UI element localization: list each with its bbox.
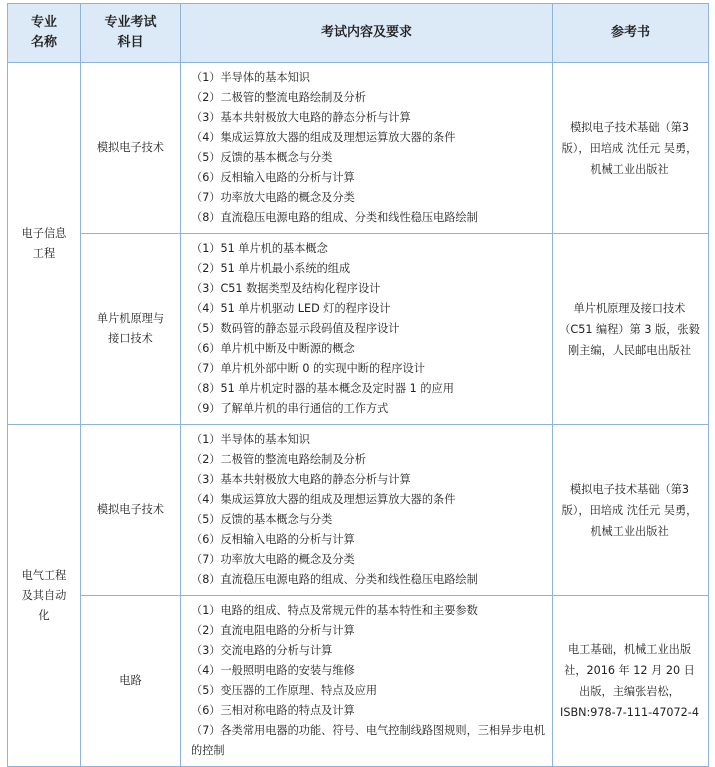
reference-book: 模拟电子技术基础（第3版），田培成 沈任元 吴勇，机械工业出版社 — [553, 63, 709, 234]
content-item: （3）C51 数据类型及结构化程序设计 — [191, 282, 381, 295]
content-item: （4）集成运算放大器的组成及理想运算放大器的条件 — [191, 131, 456, 144]
content-item: （2）直流电阻电路的分析与计算 — [191, 624, 355, 637]
header-major-text: 专业 名称 — [30, 15, 57, 50]
subject-name: 电路 — [119, 674, 142, 687]
subject-name: 模拟电子技术 — [96, 141, 165, 154]
content-item: （3）交流电路的分析与计算 — [191, 644, 333, 657]
content-item: （5）反馈的基本概念与分类 — [191, 513, 333, 526]
content-item: （1）半导体的基本知识 — [191, 71, 310, 84]
major-name: 电子信息 工程 — [21, 226, 67, 260]
content-item: （7）单片机外部中断 0 的实现中断的程序设计 — [191, 362, 425, 375]
major-cell — [8, 63, 81, 425]
table-row — [8, 63, 709, 234]
content-item: （6）反相输入电路的分析与计算 — [191, 171, 355, 184]
subject-name: 单片机原理与 接口技术 — [96, 312, 165, 345]
content-item: （5）反馈的基本概念与分类 — [191, 151, 333, 164]
content-item: （8）51 单片机定时器的基本概念及定时器 1 的应用 — [191, 382, 454, 395]
content-item: （1）半导体的基本知识 — [191, 433, 310, 446]
content-item: （1）电路的组成、特点及常规元件的基本特性和主要参数 — [191, 604, 478, 617]
content-item: （4）一般照明电路的安装与维修 — [191, 664, 355, 677]
content-item: （6）反相输入电路的分析与计算 — [191, 533, 355, 546]
table-row — [8, 596, 709, 767]
content-item: （2）二极管的整流电路绘制及分析 — [191, 91, 366, 104]
content-item: （3）基本共射极放大电路的静态分析与计算 — [191, 111, 411, 124]
exam-requirements-table — [7, 3, 709, 767]
header-subject — [81, 4, 181, 63]
header-row — [8, 4, 709, 63]
content-item: （8）直流稳压电源电路的组成、分类和线性稳压电路绘制 — [191, 573, 478, 586]
content-item: （7）功率放大电路的概念及分类 — [191, 191, 355, 204]
header-major — [8, 4, 81, 63]
major-name: 电气工程 及其自动 化 — [21, 568, 67, 622]
content-cell — [181, 234, 553, 425]
content-item: （5）变压器的工作原理、特点及应用 — [191, 684, 378, 697]
content-item: （7）功率放大电路的概念及分类 — [191, 553, 355, 566]
content-item: （4）51 单片机驱动 LED 灯的程序设计 — [191, 302, 391, 315]
content-item: （9）了解单片机的串行通信的工作方式 — [191, 402, 389, 415]
reference-book: 模拟电子技术基础（第3版），田培成 沈任元 吴勇，机械工业出版社 — [553, 425, 709, 596]
major-cell — [8, 425, 81, 767]
table-row — [8, 234, 709, 425]
content-item: （6）单片机中断及中断源的概念 — [191, 342, 355, 355]
content-cell — [181, 63, 553, 234]
content-item: （7）各类常用电器的功能、符号、电气控制线路图规则，三相异步电机的控制 — [191, 724, 545, 757]
reference-book: 电工基础，机械工业出版社，2016 年 12 月 20 日出版，主编张岩松，ISBN:978-7-111-47072-4 — [553, 596, 709, 767]
subject-cell — [81, 596, 181, 767]
content-item: （1）51 单片机的基本概念 — [191, 242, 328, 255]
content-item: （6）三相对称电路的特点及计算 — [191, 704, 355, 717]
subject-cell — [81, 425, 181, 596]
content-cell — [181, 425, 553, 596]
header-content: 考试内容及要求 — [181, 4, 553, 63]
content-item: （4）集成运算放大器的组成及理想运算放大器的条件 — [191, 493, 456, 506]
header-book: 参考书 — [553, 4, 709, 63]
reference-book: 单片机原理及接口技术（C51 编程）第 3 版，张毅刚主编，人民邮电出版社 — [553, 234, 709, 425]
content-item: （2）51 单片机最小系统的组成 — [191, 262, 351, 275]
content-item: （8）直流稳压电源电路的组成、分类和线性稳压电路绘制 — [191, 211, 478, 224]
content-cell — [181, 596, 553, 767]
subject-name: 模拟电子技术 — [96, 503, 165, 516]
content-item: （2）二极管的整流电路绘制及分析 — [191, 453, 366, 466]
subject-cell — [81, 63, 181, 234]
subject-cell — [81, 234, 181, 425]
header-subject-text: 专业考试 科目 — [104, 15, 157, 50]
content-item: （3）基本共射极放大电路的静态分析与计算 — [191, 473, 411, 486]
content-item: （5）数码管的静态显示段码值及程序设计 — [191, 322, 400, 335]
table-row — [8, 425, 709, 596]
